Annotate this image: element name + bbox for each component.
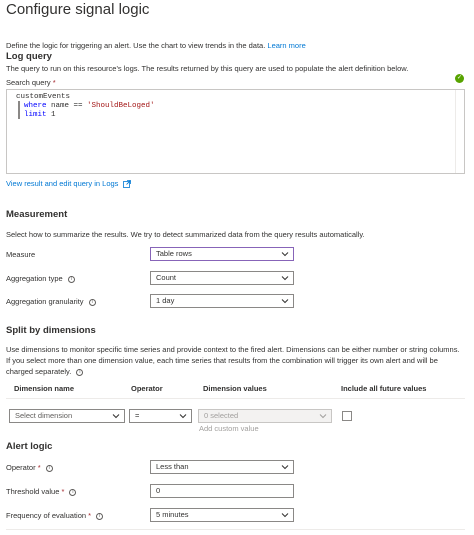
query-line-3 — [24, 111, 56, 119]
page-title: Configure signal logic — [6, 1, 150, 18]
query-line-1: customEvents — [16, 93, 71, 101]
dimension-placeholder: Select dimension — [15, 411, 73, 420]
table-divider — [6, 398, 465, 399]
view-logs-link-text: View result and edit query in Logs — [6, 179, 119, 188]
measure-dropdown[interactable] — [150, 247, 294, 261]
chevron-down-icon — [179, 412, 187, 420]
split-dimensions-heading: Split by dimensions — [6, 325, 96, 336]
chevron-down-icon — [281, 274, 289, 282]
required-mark: * — [37, 463, 41, 472]
page-description — [6, 41, 306, 50]
external-link-icon — [123, 180, 131, 188]
query-keyword-where: where — [24, 102, 47, 110]
log-query-subtext: The query to run on this resource's logs. The results returned by this query are used to populate the alert definition below. — [6, 64, 409, 73]
chevron-down-icon — [281, 250, 289, 258]
bottom-divider — [6, 529, 465, 530]
chevron-down-icon — [112, 412, 120, 420]
aggregation-granularity-label — [6, 297, 96, 306]
info-icon[interactable]: i — [89, 299, 96, 306]
column-header-dimension-name: Dimension name — [14, 384, 75, 393]
measure-label: Measure — [6, 250, 36, 259]
checkmark-icon: ✓ — [456, 75, 463, 81]
measurement-heading: Measurement — [6, 209, 68, 220]
info-icon[interactable]: i — [96, 513, 103, 520]
dimension-values-placeholder: 0 selected — [204, 411, 239, 420]
measurement-subtext: Select how to summarize the results. We try to detect summarized data from the query results automatically. — [6, 230, 365, 239]
aggregation-granularity-value: 1 day — [156, 296, 175, 305]
required-mark: * — [52, 78, 56, 87]
info-icon[interactable]: i — [68, 276, 75, 283]
operator-label — [6, 463, 53, 472]
aggregation-type-value: Count — [156, 273, 177, 282]
info-icon[interactable]: i — [46, 465, 53, 472]
column-header-dimension-values: Dimension values — [203, 384, 267, 393]
aggregation-granularity-label-text: Aggregation granularity — [6, 297, 84, 306]
measure-value: Table rows — [156, 249, 192, 258]
required-mark: * — [88, 511, 92, 520]
threshold-label — [6, 487, 76, 496]
search-query-label-text: Search query — [6, 78, 51, 87]
threshold-label-text: Threshold value — [6, 487, 60, 496]
chevron-down-icon — [281, 297, 289, 305]
alert-operator-value: Less than — [156, 462, 189, 471]
threshold-value: 0 — [156, 486, 161, 495]
frequency-dropdown[interactable] — [150, 508, 294, 522]
info-icon[interactable]: i — [69, 489, 76, 496]
aggregation-type-dropdown[interactable] — [150, 271, 294, 285]
query-string: 'ShouldBeLoged' — [87, 102, 155, 110]
aggregation-type-label — [6, 274, 75, 283]
query-indent-guide — [18, 101, 20, 119]
add-custom-value-link[interactable]: Add custom value — [199, 424, 259, 433]
column-header-include-future: Include all future values — [341, 384, 427, 393]
description-text: Define the logic for triggering an alert. Use the chart to view trends in the data. — [6, 41, 266, 50]
operator-value: = — [135, 411, 140, 420]
query-line-2-rest: name == — [46, 102, 88, 110]
frequency-label — [6, 511, 103, 520]
frequency-value: 5 minutes — [156, 510, 189, 519]
learn-more-link[interactable]: Learn more — [267, 41, 306, 50]
column-header-operator: Operator — [131, 384, 163, 393]
split-subtext-3 — [6, 367, 83, 376]
chevron-down-icon — [281, 463, 289, 471]
required-mark: * — [61, 487, 65, 496]
split-subtext-2: If you select more than one dimension value, each time series that results from the combination will trigger its own alert and will be — [6, 356, 438, 365]
dimension-values-dropdown[interactable] — [198, 409, 332, 423]
search-query-editor[interactable] — [6, 89, 465, 174]
operator-dropdown[interactable] — [129, 409, 192, 423]
view-logs-link[interactable] — [6, 179, 131, 188]
info-icon[interactable]: i — [76, 369, 83, 376]
query-keyword-limit: limit — [24, 111, 47, 119]
search-query-label — [6, 78, 56, 87]
query-editor-scrollbar[interactable] — [455, 90, 464, 173]
alert-logic-heading: Alert logic — [6, 441, 53, 452]
operator-label-text: Operator — [6, 463, 36, 472]
query-line-3-rest: 1 — [46, 111, 56, 119]
log-query-heading: Log query — [6, 51, 52, 62]
chevron-down-icon — [281, 511, 289, 519]
threshold-input[interactable] — [150, 484, 294, 498]
include-future-checkbox[interactable] — [342, 411, 352, 421]
aggregation-type-label-text: Aggregation type — [6, 274, 63, 283]
split-subtext-3-text: charged separately. — [6, 367, 72, 376]
split-subtext-1: Use dimensions to monitor specific time series and provide context to the fired alert. Dimensions can be either number or string columns. — [6, 345, 460, 354]
aggregation-granularity-dropdown[interactable] — [150, 294, 294, 308]
frequency-label-text: Frequency of evaluation — [6, 511, 87, 520]
chevron-down-icon — [319, 412, 327, 420]
alert-operator-dropdown[interactable] — [150, 460, 294, 474]
query-line-2 — [24, 102, 155, 110]
dimension-name-dropdown[interactable] — [9, 409, 125, 423]
